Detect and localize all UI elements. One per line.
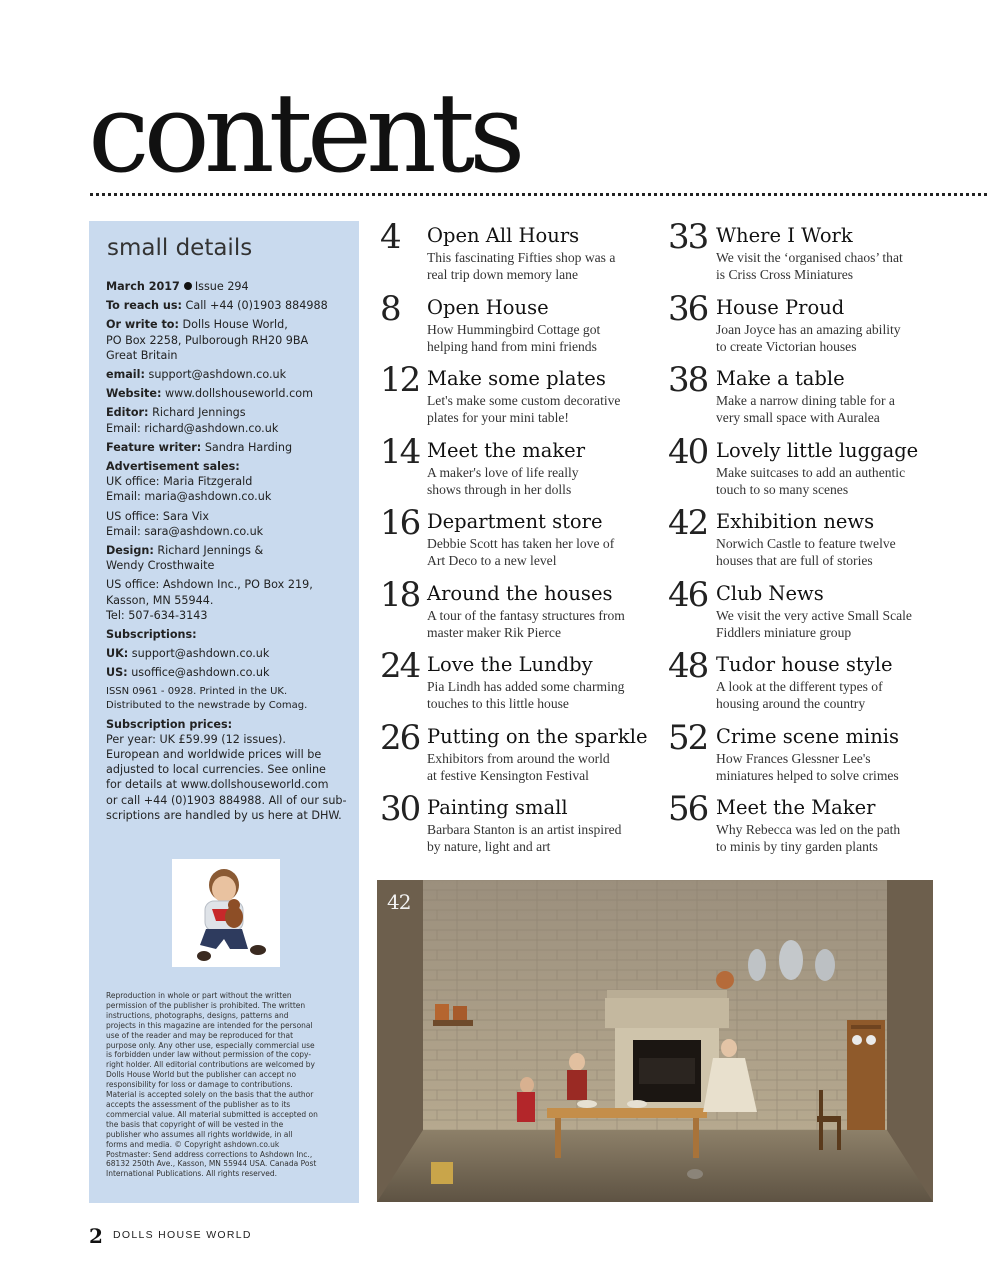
- subs-us-label: US:: [106, 666, 128, 680]
- entry-title: Make a table: [716, 367, 845, 390]
- design-label: Design:: [106, 544, 154, 558]
- prices-line: European and worldwide prices will be: [106, 748, 322, 762]
- feature-writer: Sandra Harding: [204, 440, 293, 454]
- email-link[interactable]: support@ashdown.co.uk: [148, 368, 287, 382]
- subs-us-email[interactable]: usoffice@ashdown.co.uk: [131, 666, 270, 680]
- entry-title: Tudor house style: [716, 653, 893, 676]
- entry-description: Norwich Castle to feature twelve houses that are full of stories: [716, 536, 896, 568]
- entry-description: This fascinating Fifties shop was a real trip down memory lane: [427, 250, 616, 282]
- legal-line: responsibility for loss or damage to contributions.: [106, 1080, 293, 1090]
- entry-description: Why Rebecca was led on the path to minis by tiny garden plants: [716, 822, 901, 854]
- entry-description: Make a narrow dining table for a very small space with Auralea: [716, 393, 895, 425]
- us-address: Kasson, MN 55944.: [106, 593, 214, 607]
- legal-line: Material is accepted solely on the basis that the author: [106, 1090, 314, 1100]
- sidebar-info: [106, 279, 351, 823]
- entry-title: Around the houses: [427, 582, 613, 605]
- distribution: Distributed to the newstrade by Comag.: [106, 699, 308, 711]
- editor-email[interactable]: Email: richard@ashdown.co.uk: [106, 421, 279, 435]
- entry-description: Debbie Scott has taken her love of Art Deco to a new level: [427, 536, 615, 568]
- issue-number: Issue 294: [194, 280, 249, 293]
- entry-description: Exhibitors from around the world at festive Kensington Festival: [427, 751, 610, 783]
- entry-description: Make suitcases to add an authentic touch to so many scenes: [716, 465, 906, 497]
- entry-title: Make some plates: [427, 367, 606, 390]
- write-label: Or write to:: [106, 318, 179, 332]
- entry-title: Exhibition news: [716, 510, 875, 533]
- write-line: Dolls House World,: [182, 318, 288, 332]
- entry-page-number: 24: [380, 646, 420, 686]
- entry-page-number: 42: [668, 503, 708, 543]
- subs-uk-email[interactable]: support@ashdown.co.uk: [131, 647, 270, 661]
- prices-line: Per year: UK £59.99 (12 issues).: [106, 732, 286, 746]
- entry-description: How Hummingbird Cottage got helping hand from mini friends: [427, 322, 601, 354]
- entry-page-number: 30: [380, 789, 420, 829]
- entry-title: Meet the Maker: [716, 796, 876, 819]
- legal-line: Postmaster: Send address corrections to Ashdown Inc.,: [106, 1149, 313, 1159]
- issn: ISSN 0961 - 0928. Printed in the UK.: [106, 685, 288, 697]
- legal-line: 68132 250th Ave., Kasson, MN 55944 USA. Canada Post: [106, 1159, 317, 1169]
- entry-title: Club News: [716, 582, 824, 605]
- email-label: email:: [106, 368, 145, 382]
- legal-line: accepts the assessment of the publisher as to its: [106, 1099, 291, 1109]
- feature-label: Feature writer:: [106, 440, 202, 454]
- design-names: Richard Jennings &: [157, 544, 264, 558]
- entry-title: Where I Work: [716, 224, 853, 247]
- legal-line: instructions, photographs, designs, patterns and: [106, 1010, 289, 1020]
- entry-description: How Frances Glessner Lee's miniatures helped to solve crimes: [716, 751, 899, 783]
- issue-date: March 2017: [106, 280, 180, 293]
- entry-page-number: 12: [380, 360, 420, 400]
- entry-page-number: 26: [380, 718, 420, 758]
- entry-page-number: 46: [668, 575, 708, 615]
- prices-line: or call +44 (0)1903 884988. All of our sub-: [106, 793, 347, 807]
- prices-line: for details at www.dollshouseworld.com: [106, 778, 329, 792]
- reach-phone[interactable]: Call +44 (0)1903 884988: [185, 299, 328, 313]
- legal-line: projects in this magazine are intended for the personal: [106, 1020, 313, 1030]
- entry-description: We visit the ‘organised chaos’ that is Criss Cross Miniatures: [716, 250, 903, 282]
- prices-line: scriptions are handled by us here at DHW.: [106, 808, 342, 822]
- small-details-sidebar: [89, 221, 359, 1203]
- reach-label: To reach us:: [106, 299, 182, 313]
- legal-line: use of the reader and may be reproduced for that: [106, 1030, 294, 1040]
- write-line: Great Britain: [106, 348, 178, 362]
- sidebar-heading: small details: [107, 235, 253, 261]
- entry-title: House Proud: [716, 296, 845, 319]
- page-number: 2: [89, 1224, 103, 1248]
- entry-page-number: 33: [668, 217, 708, 257]
- legal-line: publisher who assumes all rights worldwide, in all: [106, 1129, 293, 1139]
- entry-description: A maker's love of life really shows through in her dolls: [427, 465, 579, 497]
- subs-label: Subscriptions:: [106, 628, 197, 642]
- legal-line: the basis that copyright of will be vested in the: [106, 1119, 284, 1129]
- legal-line: Dolls House World but the publisher can accept no: [106, 1070, 297, 1080]
- entry-title: Open All Hours: [427, 224, 580, 247]
- us-address: US office: Ashdown Inc., PO Box 219,: [106, 578, 313, 592]
- legal-line: International Publications. All rights reserved.: [106, 1169, 278, 1179]
- us-office: US office: Sara Vix: [106, 509, 209, 523]
- entry-page-number: 52: [668, 718, 708, 758]
- entry-description: Barbara Stanton is an artist inspired by nature, light and art: [427, 822, 622, 854]
- write-line: PO Box 2258, Pulborough RH20 9BA: [106, 333, 309, 347]
- uk-office: UK office: Maria Fitzgerald: [106, 475, 253, 489]
- subs-uk-label: UK:: [106, 647, 129, 661]
- entry-title: Open House: [427, 296, 549, 319]
- entry-page-number: 8: [380, 289, 400, 329]
- prices-label: Subscription prices:: [106, 717, 233, 731]
- uk-email[interactable]: Email: maria@ashdown.co.uk: [106, 490, 272, 504]
- legal-line: purpose only. Any other use, especially commercial use: [106, 1040, 315, 1050]
- magazine-name: DOLLS HOUSE WORLD: [113, 1229, 252, 1241]
- entry-description: Joan Joyce has an amazing ability to create Victorian houses: [716, 322, 901, 354]
- kitchen-photo[interactable]: [377, 880, 933, 1202]
- entry-page-number: 4: [380, 217, 400, 257]
- entry-title: Love the Lundby: [427, 653, 593, 676]
- legal-line: forms and media. © Copyright ashdown.co.uk: [106, 1139, 280, 1149]
- editor-label: Editor:: [106, 406, 149, 420]
- entry-page-number: 56: [668, 789, 708, 829]
- entry-title: Painting small: [427, 796, 568, 819]
- bullet-icon: [184, 282, 192, 290]
- entry-description: We visit the very active Small Scale Fiddlers miniature group: [716, 608, 912, 640]
- entry-description: A look at the different types of housing around the country: [716, 679, 883, 711]
- entry-title: Lovely little luggage: [716, 439, 919, 462]
- legal-line: permission of the publisher is prohibited. The written: [106, 1000, 306, 1010]
- entry-page-number: 36: [668, 289, 708, 329]
- entry-page-number: 18: [380, 575, 420, 615]
- entry-page-number: 40: [668, 432, 708, 472]
- dotted-divider: [90, 193, 987, 196]
- website-link[interactable]: www.dollshouseworld.com: [165, 387, 313, 401]
- entry-title: Department store: [427, 510, 603, 533]
- entry-title: Meet the maker: [427, 439, 586, 462]
- us-email[interactable]: Email: sara@ashdown.co.uk: [106, 524, 264, 538]
- legal-line: Reproduction in whole or part without the written: [106, 991, 292, 1000]
- editor-name: Richard Jennings: [152, 406, 246, 420]
- entry-description: A tour of the fantasy structures from master maker Rik Pierce: [427, 608, 625, 640]
- entry-description: Pia Lindh has added some charming touches to this little house: [427, 679, 625, 711]
- legal-notice: [106, 991, 338, 1179]
- entry-page-number: 16: [380, 503, 420, 543]
- legal-line: commercial value. All material submitted is accepted on: [106, 1109, 318, 1119]
- entry-description: Let's make some custom decorative plates for your mini table!: [427, 393, 621, 425]
- photo-page-ref: 42: [387, 890, 411, 914]
- entry-title: Putting on the sparkle: [427, 725, 648, 748]
- prices-line: adjusted to local currencies. See online: [106, 763, 326, 777]
- website-label: Website:: [106, 387, 162, 401]
- entry-page-number: 38: [668, 360, 708, 400]
- doll-image: [172, 859, 280, 967]
- entry-page-number: 48: [668, 646, 708, 686]
- legal-line: right holder. All editorial contributions are welcomed by: [106, 1060, 315, 1070]
- us-tel: Tel: 507-634-3143: [106, 608, 208, 622]
- entry-page-number: 14: [380, 432, 420, 472]
- page-title: contents: [88, 69, 520, 197]
- design-names: Wendy Crosthwaite: [106, 559, 215, 573]
- legal-line: is forbidden under law without permission of the copy-: [106, 1050, 312, 1060]
- entry-title: Crime scene minis: [716, 725, 900, 748]
- adsales-label: Advertisement sales:: [106, 460, 240, 474]
